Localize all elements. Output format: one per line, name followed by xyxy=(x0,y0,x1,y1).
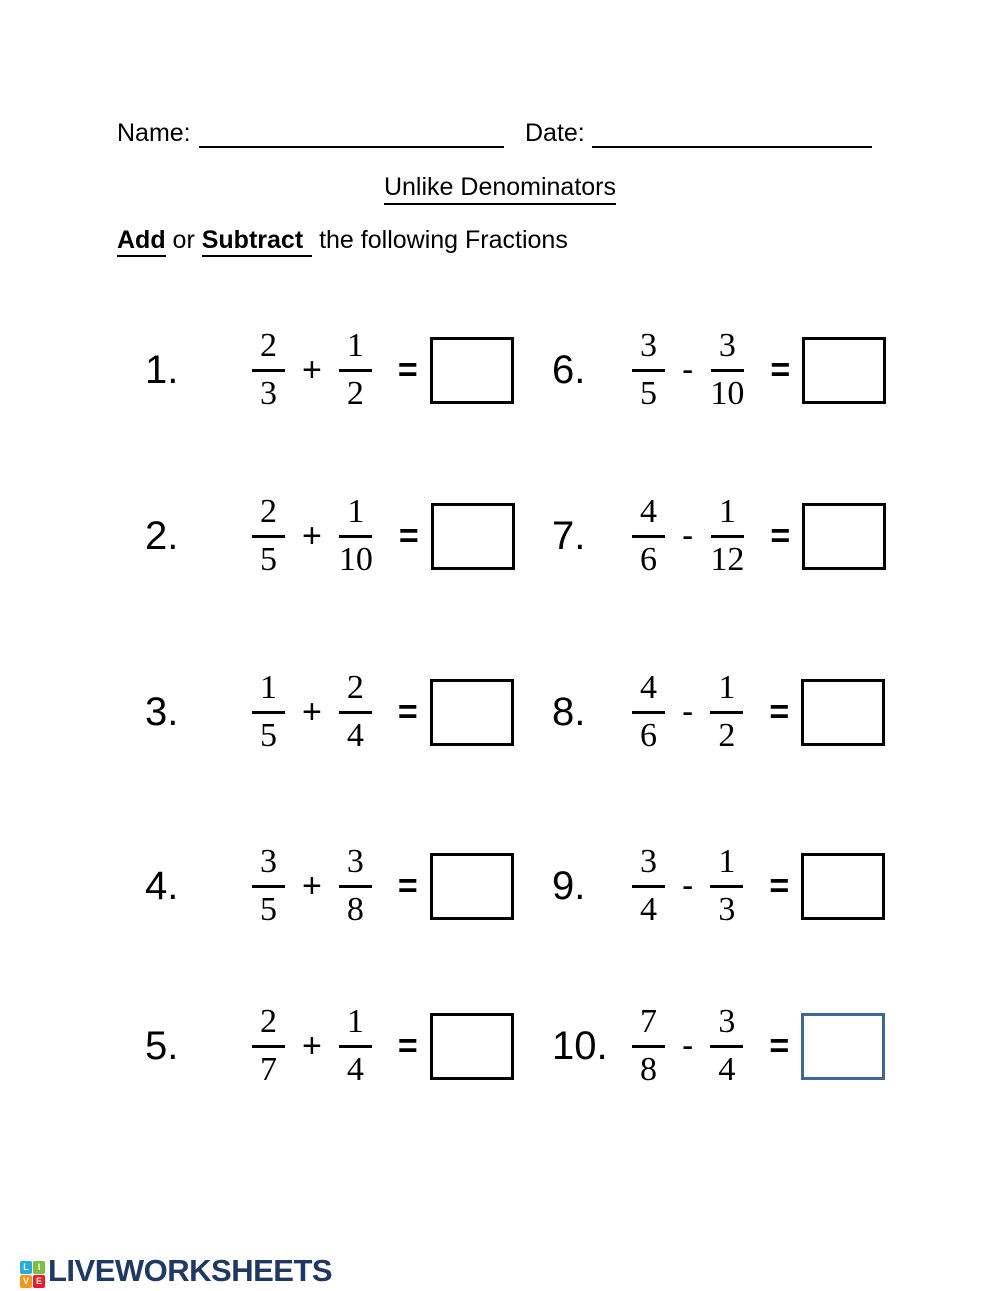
fraction-second xyxy=(710,843,743,928)
fraction-second xyxy=(339,493,373,578)
fraction-denominator: 10 xyxy=(710,374,745,412)
equals-sign: = xyxy=(397,692,418,731)
operator-sign: - xyxy=(682,692,694,731)
problem-3 xyxy=(145,657,514,767)
answer-box[interactable] xyxy=(430,337,514,404)
fraction-numerator: 1 xyxy=(339,1003,372,1047)
answer-box[interactable] xyxy=(430,1013,514,1080)
instruction-or: or xyxy=(165,226,202,254)
name-blank-line xyxy=(199,119,504,148)
fraction-numerator: 2 xyxy=(339,669,372,713)
equals-sign: = xyxy=(770,350,791,389)
problem-number: 1. xyxy=(145,347,179,392)
fraction-denominator: 4 xyxy=(346,1050,364,1088)
problem-number: 6. xyxy=(552,347,586,392)
operator-sign: + xyxy=(302,350,322,389)
fraction-first xyxy=(632,1003,665,1088)
problem-number: 4. xyxy=(145,863,179,908)
fraction-denominator: 2 xyxy=(718,716,736,754)
problem-number: 7. xyxy=(552,513,586,558)
instruction-add: Add xyxy=(117,226,166,257)
fraction-denominator: 6 xyxy=(640,716,657,754)
answer-box[interactable] xyxy=(801,679,885,746)
fraction-second xyxy=(710,1003,743,1088)
equals-sign: = xyxy=(397,1026,418,1065)
fraction-numerator: 3 xyxy=(711,327,744,371)
fraction-numerator: 1 xyxy=(711,493,744,537)
operator-sign: + xyxy=(302,866,322,905)
equals-sign: = xyxy=(398,516,419,555)
fraction-first xyxy=(252,1003,285,1088)
fraction-first xyxy=(632,843,665,928)
fraction-numerator: 2 xyxy=(252,327,285,371)
fraction-second xyxy=(710,669,743,754)
instructions xyxy=(117,226,568,255)
fraction-numerator: 3 xyxy=(252,843,285,887)
problem-number: 2. xyxy=(145,513,179,558)
fraction-numerator: 1 xyxy=(252,669,285,713)
equals-sign: = xyxy=(769,692,790,731)
fraction-second xyxy=(339,843,372,928)
fraction-second xyxy=(339,1003,372,1088)
fraction-denominator: 7 xyxy=(260,1050,277,1088)
fraction-first xyxy=(252,493,285,578)
fraction-second xyxy=(710,493,744,578)
fraction-numerator: 4 xyxy=(632,669,665,713)
logo-tile: E xyxy=(33,1275,45,1288)
problem-number: 3. xyxy=(145,689,179,734)
name-label: Name: xyxy=(117,119,191,147)
fraction-numerator: 1 xyxy=(339,493,372,537)
fraction-denominator: 8 xyxy=(640,1050,657,1088)
answer-box[interactable] xyxy=(801,853,885,920)
logo-tile: V xyxy=(20,1275,32,1288)
instruction-rest: the following Fractions xyxy=(312,226,568,254)
operator-sign: + xyxy=(302,692,322,731)
fraction-denominator: 10 xyxy=(338,540,373,578)
fraction-first xyxy=(252,327,285,412)
liveworksheets-footer xyxy=(20,1253,332,1289)
fraction-denominator: 4 xyxy=(718,1050,736,1088)
fraction-first xyxy=(632,327,665,412)
fraction-numerator: 3 xyxy=(339,843,372,887)
problem-5 xyxy=(145,991,514,1101)
fraction-denominator: 6 xyxy=(640,540,657,578)
operator-sign: - xyxy=(682,350,694,389)
answer-box[interactable] xyxy=(430,679,514,746)
date-label: Date: xyxy=(525,119,585,147)
fraction-numerator: 1 xyxy=(710,843,743,887)
fraction-denominator: 5 xyxy=(260,716,277,754)
fraction-numerator: 3 xyxy=(632,843,665,887)
fraction-denominator: 4 xyxy=(640,890,657,928)
fraction-denominator: 3 xyxy=(260,374,277,412)
operator-sign: + xyxy=(302,1026,322,1065)
operator-sign: - xyxy=(682,516,694,555)
fraction-numerator: 1 xyxy=(339,327,372,371)
fraction-denominator: 3 xyxy=(718,890,736,928)
problem-6 xyxy=(552,315,886,425)
answer-box[interactable] xyxy=(430,853,514,920)
page-title: Unlike Denominators xyxy=(384,173,616,205)
fraction-numerator: 2 xyxy=(252,1003,285,1047)
fraction-denominator: 4 xyxy=(346,716,364,754)
fraction-second xyxy=(710,327,744,412)
problem-2 xyxy=(145,481,515,591)
fraction-first xyxy=(632,493,665,578)
fraction-denominator: 2 xyxy=(346,374,364,412)
fraction-denominator: 5 xyxy=(640,374,657,412)
problem-number: 8. xyxy=(552,689,586,734)
fraction-numerator: 7 xyxy=(632,1003,665,1047)
fraction-first xyxy=(252,843,285,928)
fraction-numerator: 4 xyxy=(632,493,665,537)
problem-1 xyxy=(145,315,514,425)
fraction-second xyxy=(339,327,372,412)
problem-8 xyxy=(552,657,885,767)
equals-sign: = xyxy=(769,866,790,905)
operator-sign: - xyxy=(682,866,694,905)
equals-sign: = xyxy=(397,866,418,905)
fraction-numerator: 2 xyxy=(252,493,285,537)
problem-number: 10. xyxy=(552,1023,608,1068)
problem-7 xyxy=(552,481,886,591)
equals-sign: = xyxy=(397,350,418,389)
liveworksheets-logo-icon xyxy=(20,1261,45,1288)
fraction-first xyxy=(252,669,285,754)
date-blank-line xyxy=(592,119,872,148)
fraction-denominator: 8 xyxy=(346,890,364,928)
fraction-numerator: 1 xyxy=(710,669,743,713)
fraction-second xyxy=(339,669,372,754)
operator-sign: - xyxy=(682,1026,694,1065)
fraction-first xyxy=(632,669,665,754)
operator-sign: + xyxy=(302,516,322,555)
logo-tile: L xyxy=(20,1261,32,1274)
fraction-numerator: 3 xyxy=(632,327,665,371)
problem-10 xyxy=(552,991,885,1101)
problem-number: 9. xyxy=(552,863,586,908)
fraction-denominator: 12 xyxy=(710,540,745,578)
title-row xyxy=(0,173,1000,202)
logo-tile: I xyxy=(33,1261,45,1274)
answer-box[interactable] xyxy=(802,503,886,570)
problem-4 xyxy=(145,831,514,941)
answer-box[interactable] xyxy=(431,503,515,570)
instruction-subtract: Subtract xyxy=(202,226,312,257)
fraction-denominator: 5 xyxy=(260,890,277,928)
equals-sign: = xyxy=(769,1026,790,1065)
fraction-denominator: 5 xyxy=(260,540,277,578)
answer-box[interactable] xyxy=(801,1013,885,1080)
fraction-numerator: 3 xyxy=(710,1003,743,1047)
problem-9 xyxy=(552,831,885,941)
equals-sign: = xyxy=(770,516,791,555)
liveworksheets-wordmark: LIVEWORKSHEETS xyxy=(48,1253,333,1288)
problem-number: 5. xyxy=(145,1023,179,1068)
answer-box[interactable] xyxy=(802,337,886,404)
